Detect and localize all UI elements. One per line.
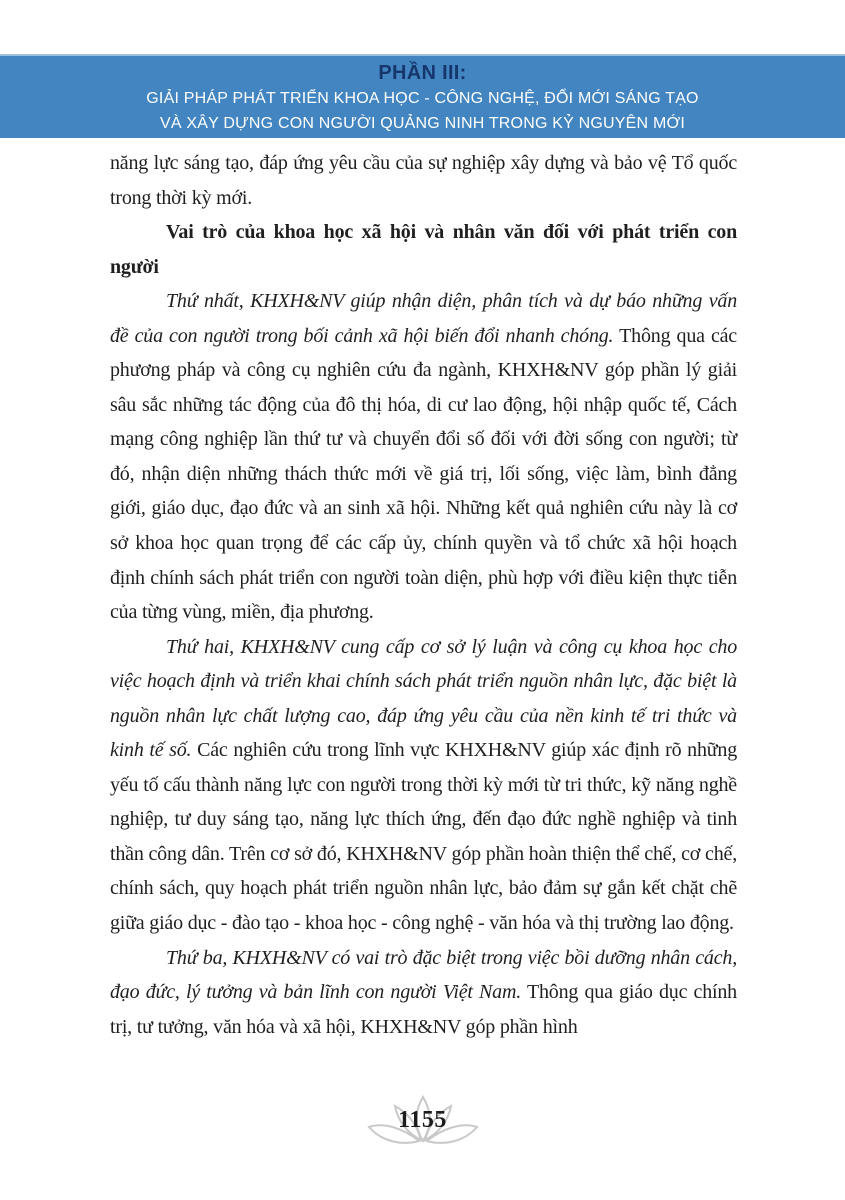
- header-band: [0, 54, 845, 138]
- part-label: PHẦN III:: [378, 62, 467, 84]
- paragraph-lead-italic: Thứ nhất, KHXH&NV giúp nhận diện, phân tích và dự báo những vấn đề của con người trong bối cảnh xã hội biến đổi nhanh chóng.: [110, 290, 737, 347]
- paragraph-lead-italic: Thứ hai, KHXH&NV cung cấp cơ sở lý luận và công cụ khoa học cho việc hoạch định và triển khai chính sách phát triển nguồn nhân lực, đặc biệt là nguồn nhân lực chất lượng cao, đáp ứng yêu cầu của nền kinh tế tri thức và kinh tế số.: [110, 635, 737, 762]
- header-title-line-2: VÀ XÂY DỰNG CON NGƯỜI QUẢNG NINH TRONG KỶ NGUYÊN MỚI: [159, 115, 686, 132]
- paragraph-thu-ba: [110, 941, 737, 1045]
- paragraph-thu-hai: [110, 630, 737, 941]
- paragraph-text: Các nghiên cứu trong lĩnh vực KHXH&NV giúp xác định rõ những yếu tố cấu thành năng lực con người trong thời kỳ mới từ tri thức, kỹ năng nghề nghiệp, tư duy sáng tạo, năng lực thích ứng, đến đạo đức nghề nghiệp và tinh thần công dân. Trên cơ sở đó, KHXH&NV góp phần hoàn thiện thể chế, cơ chế, chính sách, quy hoạch phát triển nguồn nhân lực, bảo đảm sự gắn kết chặt chẽ giữa giáo dục - đào tạo - khoa học - công nghệ - văn hóa và thị trường lao động.: [110, 739, 737, 935]
- page-footer: [0, 1094, 845, 1159]
- page-number: 1155: [398, 1107, 447, 1133]
- header-title-line-1: GIẢI PHÁP PHÁT TRIỂN KHOA HỌC - CÔNG NGHỆ, ĐỔI MỚI SÁNG TẠO: [146, 90, 699, 107]
- section-heading: [110, 215, 737, 284]
- paragraph-lead-italic: Thứ ba, KHXH&NV có vai trò đặc biệt trong việc bồi dưỡng nhân cách, đạo đức, lý tưởng và bản lĩnh con người Việt Nam.: [110, 946, 737, 1004]
- paragraph-text: Thông qua giáo dục chính trị, tư tưởng, văn hóa và xã hội, KHXH&NV góp phần hình: [110, 981, 737, 1038]
- body-text: [110, 146, 737, 1044]
- paragraph-continuation: [110, 146, 737, 215]
- paragraph-thu-nhat: [110, 284, 737, 629]
- paragraph-text: Thông qua các phương pháp và công cụ nghiên cứu đa ngành, KHXH&NV góp phần lý giải sâu sắc những tác động của đô thị hóa, di cư lao động, hội nhập quốc tế, Cách mạng công nghiệp lần thứ tư và chuyển đổi số đối với đời sống con người; từ đó, nhận diện những thách thức mới về giá trị, lối sống, việc làm, bình đẳng giới, giáo dục, đạo đức và an sinh xã hội. Những kết quả nghiên cứu này là cơ sở khoa học quan trọng để các cấp ủy, chính quyền và tổ chức xã hội hoạch định chính sách phát triển con người toàn diện, phù hợp với điều kiện thực tiễn của từng vùng, miền, địa phương.: [110, 324, 737, 624]
- paragraph-text: năng lực sáng tạo, đáp ứng yêu cầu của sự nghiệp xây dựng và bảo vệ Tổ quốc trong thời kỳ mới.: [110, 152, 737, 209]
- lotus-page-number: [361, 1094, 485, 1154]
- heading-text: Vai trò của khoa học xã hội và nhân văn đối với phát triển con người: [110, 221, 737, 278]
